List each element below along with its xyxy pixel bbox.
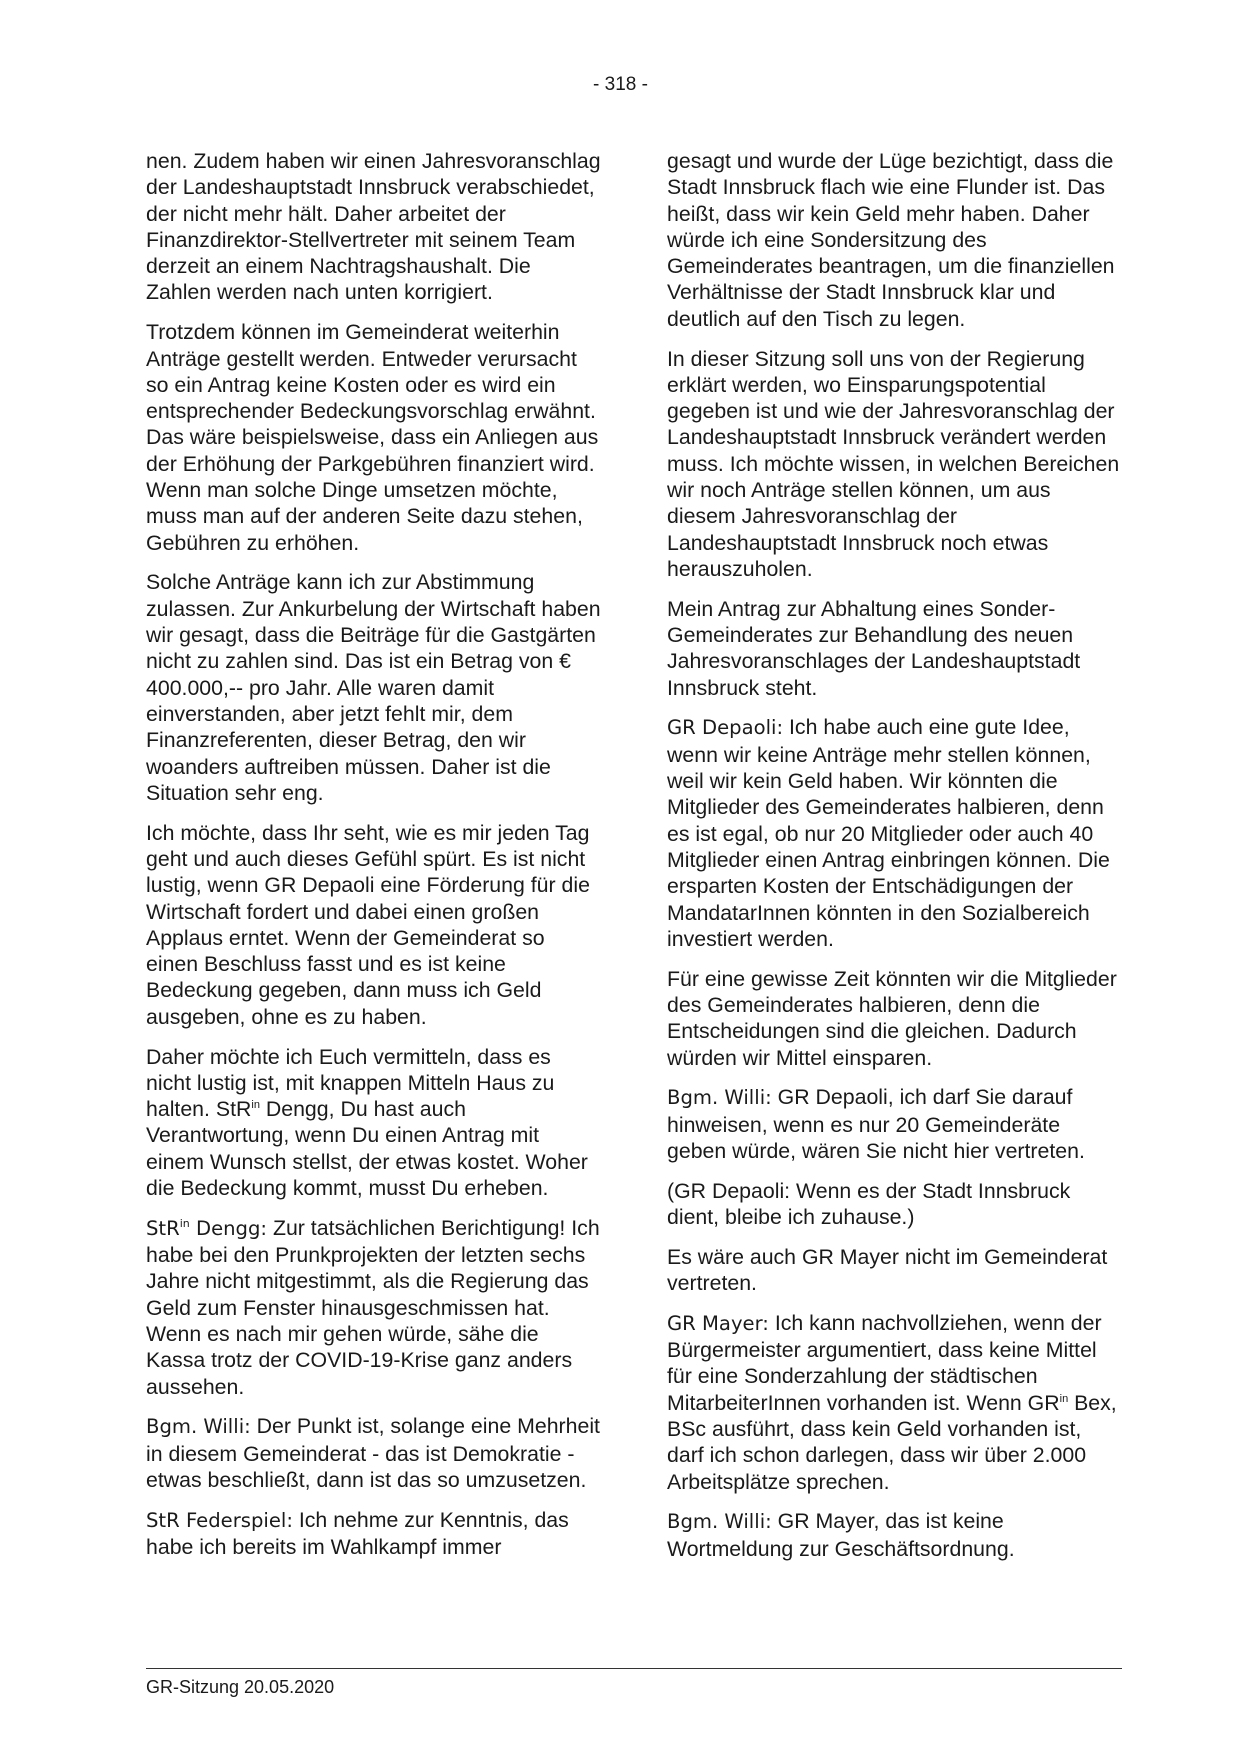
speech-paragraph: StR Federspiel: Ich nehme zur Kenntnis, das habe ich bereits im Wahlkampf immer <box>146 1507 569 1560</box>
speaker-name: StR Federspiel: <box>146 1508 293 1532</box>
page-number: - 318 - <box>593 74 648 95</box>
text-columns <box>146 148 1122 1576</box>
paragraph: Mein Antrag zur Abhaltung eines Sonder-Gemeinderates zur Behandlung des neuen Jahresvoranschlages der Landeshauptstadt Innsbruck steht. <box>667 596 1081 700</box>
paragraph: Daher möchte ich Euch vermitteln, dass es nicht lustig ist, mit knappen Mitteln Haus zu halten. StR$^{in}$ Dengg, Du hast auch Verantwortung, wenn Du einen Antrag mit einem Wunsch stellst, der etwas kostet. Woher die Bedeckung kommt, musst Du erheben. <box>146 1044 588 1200</box>
paragraph: Trotzdem können im Gemeinderat weiterhin Anträge gestellt werden. Entweder verursacht so ein Antrag keine Kosten oder es wird ein entsprechender Bedeckungsvorschlag erwähnt. Das wäre beispielsweise, dass ein Anliegen aus der Erhöhung der Parkgebühren finanziert wird. Wenn man solche Dinge umsetzen möchte, muss man auf der anderen Seite dazu stehen, Gebühren zu erhöhen. <box>146 320 599 555</box>
speech-paragraph: GR Mayer: Ich kann nachvollziehen, wenn der Bürgermeister argumentiert, dass keine Mittel für eine Sonderzahlung der städtischen MitarbeiterInnen vorhanden ist. Wenn $GR^{in}$ Bex, BSc ausführt, dass kein Geld vorhanden ist, darf ich schon darlegen, dass wir über 2.000 Arbeitsplätze sprechen. <box>667 1310 1117 1494</box>
speaker-name: StR$^{in}$ Dengg: <box>146 1216 268 1240</box>
paragraph: nen. Zudem haben wir einen Jahresvoranschlag der Landeshauptstadt Innsbruck verabschiedet, der nicht mehr hält. Daher arbeitet der Finanzdirektor-Stellvertreter mit seinem Team derzeit an einem Nachtragshaushalt. Die Zahlen werden nach unten korrigiert. <box>146 149 601 305</box>
speech-paragraph: Bgm. Willi: GR Mayer, das ist keine Wortmeldung zur Geschäftsordnung. <box>667 1509 1015 1561</box>
speech-paragraph: Bgm. Willi: Der Punkt ist, solange eine Mehrheit in diesem Gemeinderat - das ist Demokratie - etwas beschließt, dann ist das so umzusetzen. <box>146 1414 600 1492</box>
paragraph: In dieser Sitzung soll uns von der Regierung erklärt werden, wo Einsparungspotential gegeben ist und wie der Jahresvoranschlag der Landeshauptstadt Innsbruck verändert werden muss. Ich möchte wissen, in welchen Bereichen wir noch Anträge stellen können, um aus diesem Jahresvoranschlag der Landeshauptstadt Innsbruck noch etwas herauszuholen. <box>667 346 1120 581</box>
paragraph: Solche Anträge kann ich zur Abstimmung zulassen. Zur Ankurbelung der Wirtschaft haben wir gesagt, dass die Beiträge für die Gastgärten nicht zu zahlen sind. Das ist ein Betrag von € 400.000,-- pro Jahr. Alle waren damit einverstanden, aber jetzt fehlt mir, dem Finanzreferenten, dieser Betrag, den wir woanders auftreiben müssen. Daher ist die Situation sehr eng. <box>146 570 601 805</box>
left-column <box>146 148 601 1576</box>
speaker-name: Bgm. Willi: <box>146 1415 251 1439</box>
speech-paragraph: Bgm. Willi: GR Depaoli, ich darf Sie darauf hinweisen, wenn es nur 20 Gemeinderäte geben würde, wären Sie nicht hier vertreten. <box>667 1085 1085 1163</box>
footer-divider <box>146 1668 1122 1669</box>
right-column <box>667 148 1122 1576</box>
speech-paragraph: StR$^{in}$ Dengg: Zur tatsächlichen Berichtigung! Ich habe bei den Prunkprojekten der letzten sechs Jahre nicht mitgestimmt, als die Regierung das Geld zum Fenster hinausgeschmissen hat. Wenn es nach mir gehen würde, sähe die Kassa trotz der COVID-19-Krise ganz anders aussehen. <box>146 1215 600 1399</box>
speaker-name: GR Mayer: <box>667 1311 769 1335</box>
paragraph: Für eine gewisse Zeit könnten wir die Mitglieder des Gemeinderates halbieren, denn die Entscheidungen sind die gleichen. Dadurch würden wir Mittel einsparen. <box>667 966 1117 1070</box>
speaker-name: GR Depaoli: <box>667 716 784 740</box>
speech-paragraph: GR Depaoli: Ich habe auch eine gute Idee, wenn wir keine Anträge mehr stellen können, weil wir kein Geld haben. Wir könnten die Mitglieder des Gemeinderates halbieren, denn es ist egal, ob nur 20 Mitglieder oder auch 40 Mitglieder einen Antrag einbringen können. Die ersparten Kosten der Entschädigungen der MandatarInnen könnten in den Sozialbereich investiert werden. <box>667 715 1110 951</box>
paragraph: Ich möchte, dass Ihr seht, wie es mir jeden Tag geht und auch dieses Gefühl spürt. Es ist nicht lustig, wenn GR Depaoli eine Förderung für die Wirtschaft fordert und dabei einen großen Applaus erntet. Wenn der Gemeinderat so einen Beschluss fasst und es ist keine Bedeckung gegeben, dann muss ich Geld ausgeben, ohne es zu haben. <box>146 820 590 1029</box>
speaker-name: Bgm. Willi: <box>667 1510 772 1534</box>
paragraph: gesagt und wurde der Lüge bezichtigt, dass die Stadt Innsbruck flach wie eine Flunder ist. Das heißt, dass wir kein Geld mehr haben. Daher würde ich eine Sondersitzung des Gemeinderates beantragen, um die finanziellen Verhältnisse der Stadt Innsbruck klar und deutlich auf den Tisch zu legen. <box>667 149 1115 331</box>
paragraph: Es wäre auch GR Mayer nicht im Gemeinderat vertreten. <box>667 1244 1108 1296</box>
footer-text: GR-Sitzung 20.05.2020 <box>146 1677 335 1697</box>
interjection: (GR Depaoli: Wenn es der Stadt Innsbruck dient, bleibe ich zuhause.) <box>667 1178 1071 1229</box>
speaker-name: Bgm. Willi: <box>667 1086 772 1110</box>
